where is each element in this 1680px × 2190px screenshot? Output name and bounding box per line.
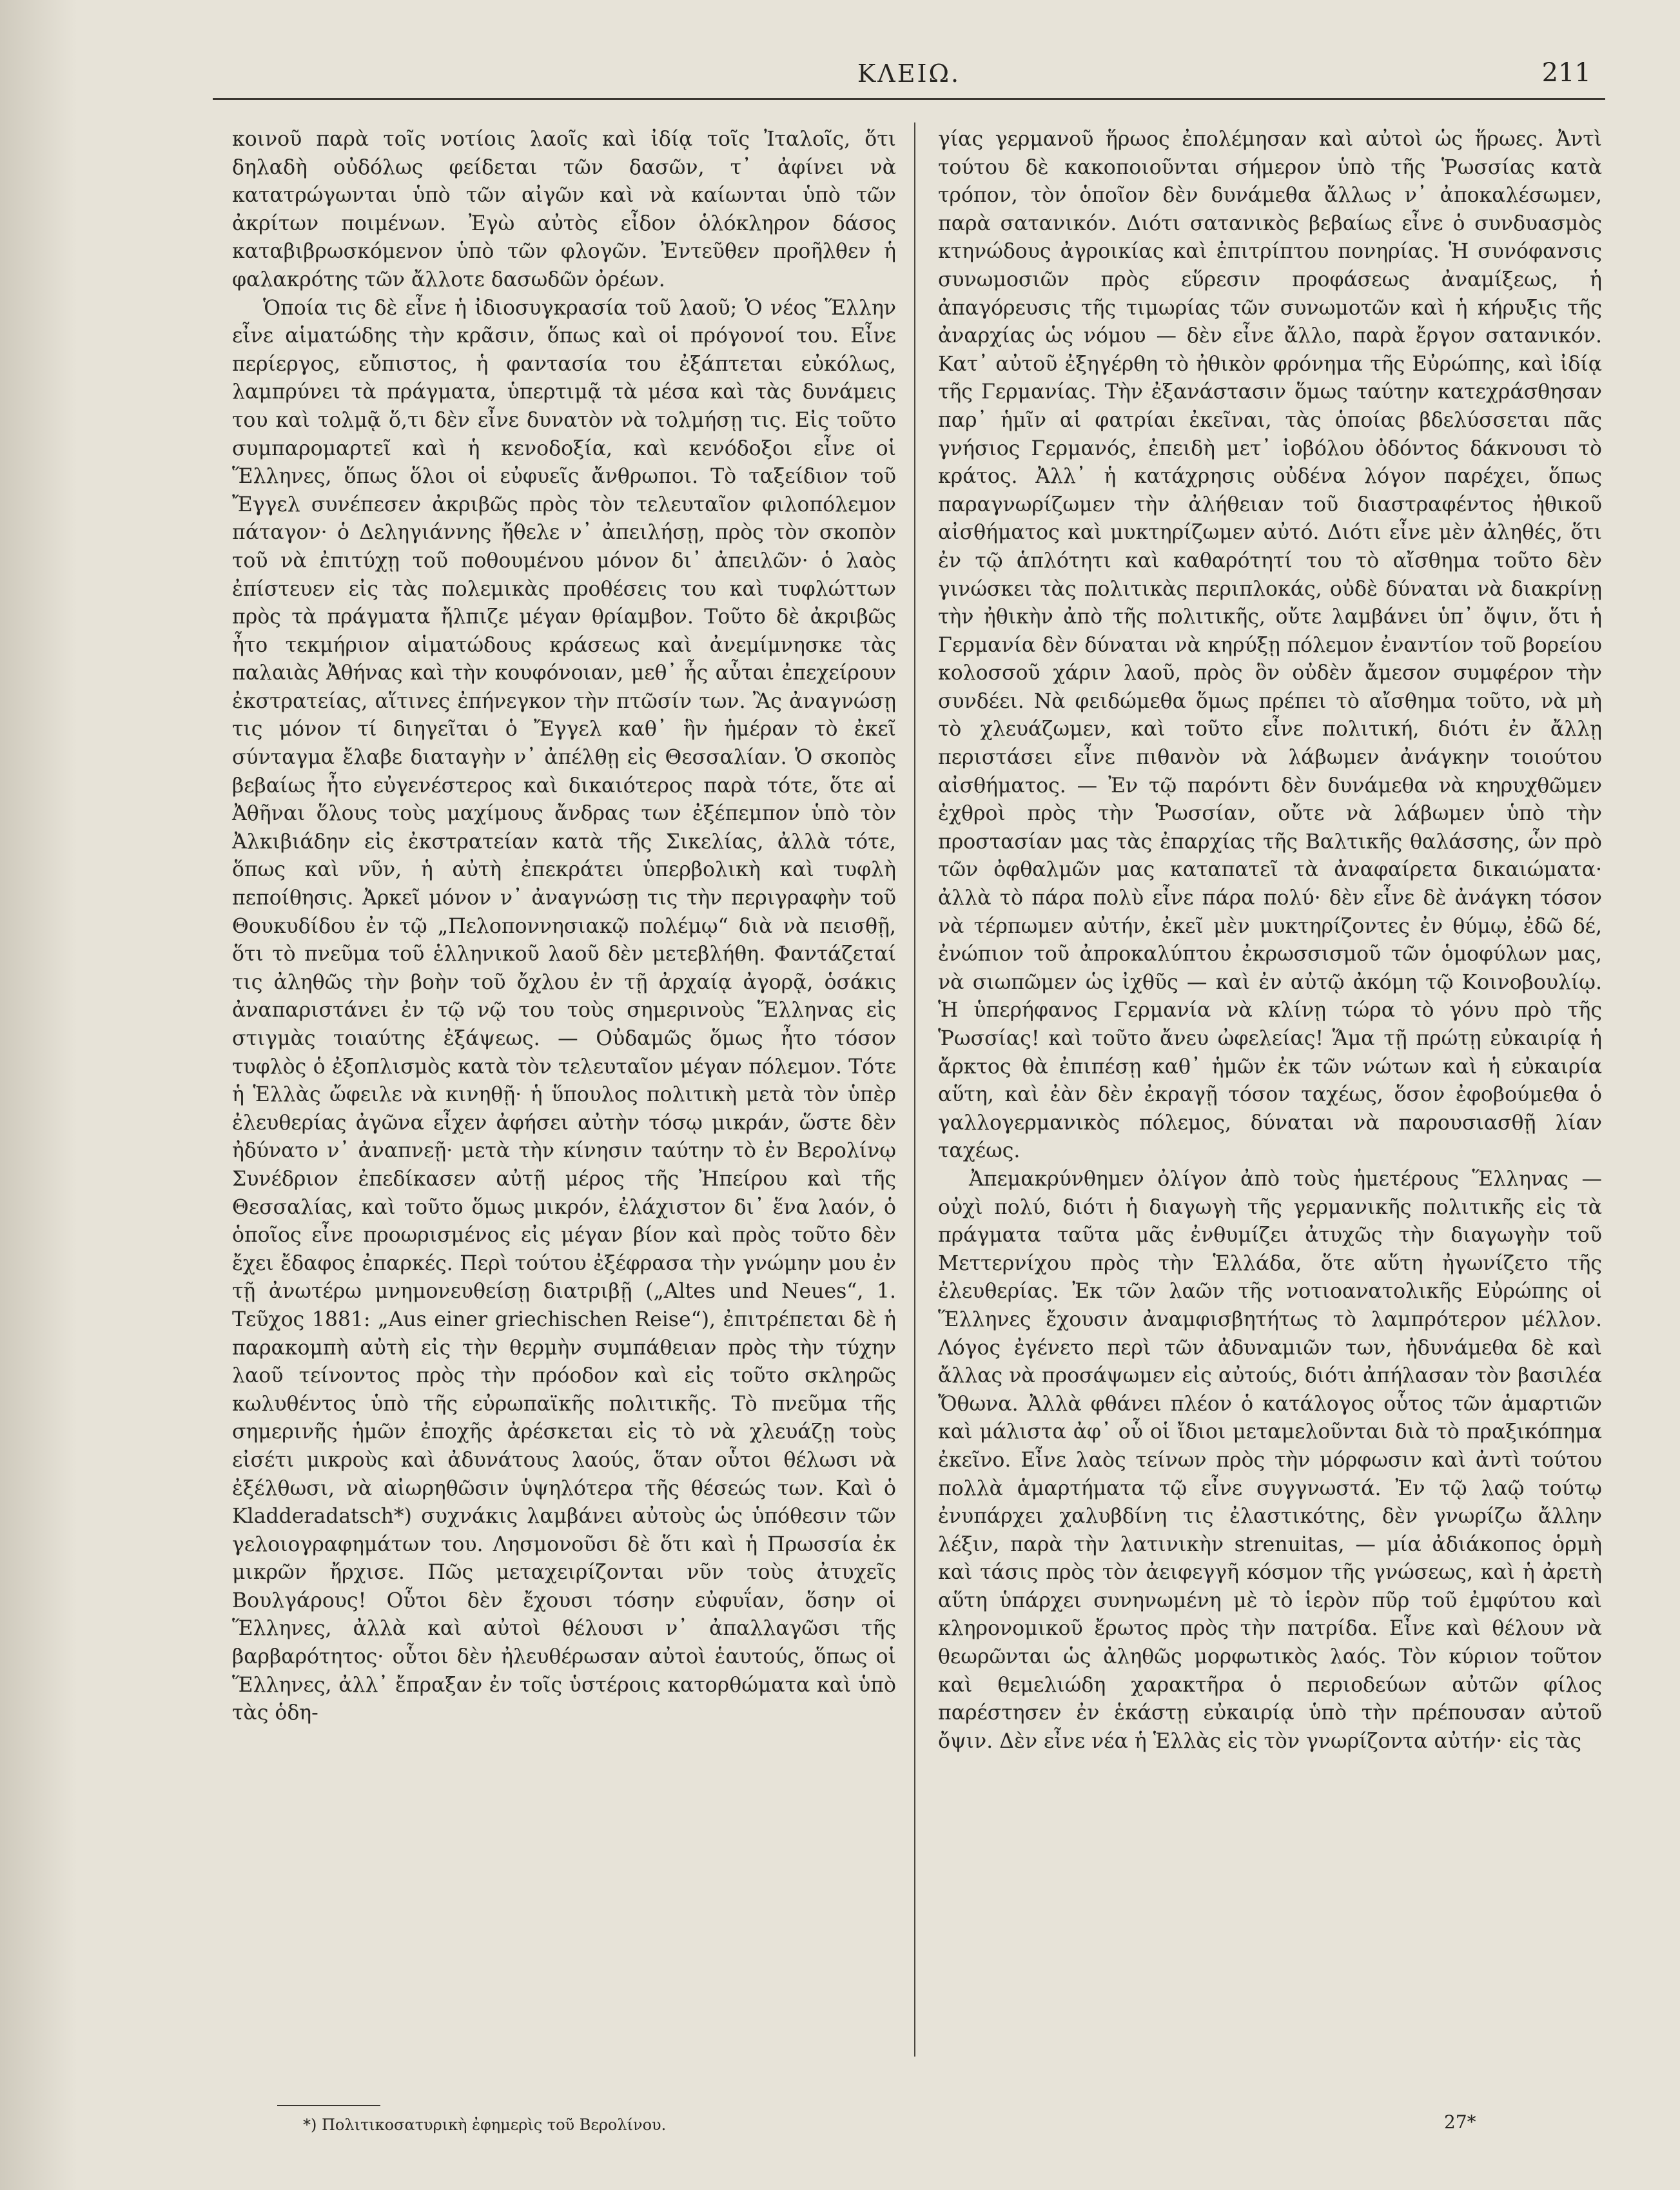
column-divider xyxy=(914,122,915,2057)
running-title: ΚΛΕΙΩ. xyxy=(857,59,961,88)
right-paragraph: Ἀπεμακρύνθημεν ὀλίγον ἀπὸ τοὺς ἡμετέρους Ἕλληνας — οὐχὶ πολύ, διότι ἡ διαγωγὴ τῆς γερμανικῆς πολιτικῆς εἰς τὰ πράγματα ταῦτα μᾶς ἐνθυμίζει ἀτυχῶς τὴν διαγωγὴν τοῦ Μεττερνίχου πρὸς τὴν Ἑλλάδα, ὅτε αὕτη ἠγωνίζετο τῆς ἐλευθερίας. Ἐκ τῶν λαῶν τῆς νοτιοανατολικῆς Εὐρώπης οἱ Ἕλληνες ἔχουσιν ἀναμφισβητήτως τὸ λαμπρότερον μέλλον. Λόγος ἐγένετο περὶ τῶν ἀδυναμιῶν των, ἠδυνάμεθα δὲ καὶ ἄλλας νὰ προσάψωμεν εἰς αὐτούς, διότι ἀπήλασαν τὸν βασιλέα Ὄθωνα. Ἀλλὰ φθάνει πλέον ὁ κατάλογος οὗτος τῶν ἁμαρτιῶν καὶ μάλιστα ἀφ᾿ οὗ οἱ ἴδιοι μεταμελοῦνται διὰ τὸ πραξικόπημα ἐκεῖνο. Εἶνε λαὸς τείνων πρὸς τὴν μόρφωσιν καὶ ἀντὶ τούτου πολλὰ ἁμαρτήματα τῷ εἶνε συγγνωστά. Ἐν τῷ λαῷ τούτῳ ἐνυπάρχει χαλυβδίνη τις ἐλαστικότης, δὲν γνωρίζω ἄλλην λέξιν, παρὰ τὴν λατινικὴν strenuitas, — μία ἀδιάκοπος ὁρμὴ καὶ τάσις πρὸς τὸν ἀειφεγγῆ κόσμον τῆς γνώσεως, καὶ ἡ ἀρετὴ αὕτη ὑπάρχει συνηνωμένη μὲ τὸ ἱερὸν πῦρ τοῦ ἐμφύτου καὶ κληρονομικοῦ ἔρωτος πρὸς τὴν πατρίδα. Εἶνε καὶ θέλουν νὰ θεωρῶνται ὡς ἀληθῶς μορφωτικὸς λαός. Τὸν κύριον τοῦτον καὶ θεμελιώδη χαρακτῆρα ὁ περιοδεύων αὐτῶν φίλος παρέστησεν ἐν ἑκάστῃ εὐκαιρίᾳ ὑπὸ τὴν πρέπουσαν αὐτοῦ ὄψιν. Δὲν εἶνε νέα ἡ Ἑλλὰς εἰς τὸν γνωρίζοντα αὐτήν· εἰς τὰς xyxy=(938,1167,1602,1753)
left-column xyxy=(232,126,896,1728)
page-edge-shadow xyxy=(0,0,77,2190)
page-number: 211 xyxy=(1541,58,1591,88)
footnote: *) Πολιτικοσατυρικὴ ἐφημερὶς τοῦ Βερολίνου. xyxy=(303,2116,667,2134)
right-column xyxy=(938,126,1602,1755)
header-rule xyxy=(213,98,1605,100)
footnote-rule xyxy=(277,2105,380,2106)
signature-mark: 27* xyxy=(1444,2111,1476,2133)
right-paragraph: γίας γερμανοῦ ἥρωος ἐπολέμησαν καὶ αὐτοὶ ὡς ἥρωες. Ἀντὶ τούτου δὲ κακοποιοῦνται σήμερον ὑπὸ τῆς Ῥωσσίας κατὰ τρόπον, τὸν ὁποῖον δὲν δυνάμεθα ἄλλως ν᾿ ἀποκαλέσωμεν, παρὰ σατανικόν. Διότι σατανικὸς βεβαίως εἶνε ὁ συνδυασμὸς κτηνώδους ἀγροικίας καὶ ἐπιτρίπτου πονηρίας. Ἡ συνόφανσις συνωμοσιῶν πρὸς εὕρεσιν προφάσεως ἀναμίξεως, ἡ ἀπαγόρευσις τῆς τιμωρίας τῶν συνωμοτῶν καὶ ἡ κήρυξις τῆς ἀναρχίας ὡς νόμου — δὲν εἶνε ἄλλο, παρὰ ἔργον σατανικόν. Κατ᾿ αὐτοῦ ἐξηγέρθη τὸ ἠθικὸν φρόνημα τῆς Εὐρώπης, καὶ ἰδίᾳ τῆς Γερμανίας. Τὴν ἐξανάστασιν ὅμως ταύτην κατεχράσθησαν παρ᾿ ἡμῖν αἱ φατρίαι ἐκεῖναι, τὰς ὁποίας βδελύσσεται πᾶς γνήσιος Γερμανός, ἐπειδὴ μετ᾿ ἰοβόλου ὀδόντος δάκνουσι τὸ κράτος. Ἀλλ᾿ ἡ κατάχρησις οὐδένα λόγον παρέχει, ὅπως παραγνωρίζωμεν τὴν ἀλήθειαν τοῦ διαστραφέντος ἠθικοῦ αἰσθήματος καὶ μυκτηρίζωμεν αὐτό. Διότι εἶνε μὲν ἀληθές, ὅτι ἐν τῷ ἁπλότητι καὶ καθαρότητί του τὸ αἴσθημα τοῦτο δὲν γινώσκει τὰς πολιτικὰς περιπλοκάς, οὐδὲ δύναται νὰ διακρίνῃ τὴν ἠθικὴν ἀπὸ τῆς πολιτικῆς, οὔτε λαμβάνει ὑπ᾿ ὄψιν, ὅτι ἡ Γερμανία δὲν δύναται νὰ κηρύξῃ πόλεμον ἐναντίον τοῦ βορείου κολοσσοῦ χάριν λαοῦ, πρὸς ὃν οὐδὲν ἄμεσον συμφέρον τὴν συνδέει. Νὰ φειδώμεθα ὅμως πρέπει τὸ αἴσθημα τοῦτο, νὰ μὴ τὸ χλευάζωμεν, καὶ τοῦτο εἶνε πολιτική, διότι ἐν ἄλλῃ περιστάσει εἶνε πιθανὸν νὰ λάβωμεν ἀνάγκην τοιούτου αἰσθήματος. — Ἐν τῷ παρόντι δὲν δυνάμεθα νὰ κηρυχθῶμεν ἐχθροὶ πρὸς τὴν Ῥωσσίαν, οὔτε νὰ λάβωμεν ὑπὸ τὴν προστασίαν μας τὰς ἐπαρχίας τῆς Βαλτικῆς θαλάσσης, ὧν πρὸ τῶν ὀφθαλμῶν μας καταπατεῖ τὰ ἀναφαίρετα δικαιώματα· ἀλλὰ τὸ πάρα πολὺ εἶνε πάρα πολύ· δὲν εἶνε δὲ ἀνάγκη τόσον νὰ τέρπωμεν αὐτήν, ἐκεῖ μὲν μυκτηρίζοντες ἐν θύμῳ, ἐδῶ δέ, ἐνώπιον τοῦ ἀπροκαλύπτου ἐκρωσσισμοῦ τῶν ὁμοφύλων μας, νὰ σιωπῶμεν ὡς ἰχθῦς — καὶ ἐν αὐτῷ ἀκόμη τῷ Κοινοβουλίῳ. Ἡ ὑπερήφανος Γερμανία νὰ κλίνῃ τώρα τὸ γόνυ πρὸ τῆς Ῥωσσίας! καὶ τοῦτο ἄνευ ὠφελείας! Ἅμα τῇ πρώτῃ εὐκαιρίᾳ ἡ ἄρκτος θὰ ἐπιπέσῃ καθ᾿ ἡμῶν ἐκ τῶν νώτων καὶ ἡ εὐκαιρία αὕτη, καὶ ἐὰν δὲν ἐκραγῇ τόσον ταχέως, ὅσον ἐφοβούμεθα ὁ γαλλογερμανικὸς πόλεμος, δύναται νὰ παρουσιασθῇ λίαν ταχέως. xyxy=(938,128,1602,1163)
left-paragraph: Ὁποία τις δὲ εἶνε ἡ ἰδιοσυγκρασία τοῦ λαοῦ; Ὁ νέος Ἕλλην εἶνε αἱματώδης τὴν κρᾶσιν, ὅπως καὶ οἱ πρόγονοί του. Εἶνε περίεργος, εὔπιστος, ἡ φαντασία του ἐξάπτεται εὐκόλως, λαμπρύνει τὰ πράγματα, ὑπερτιμᾷ τὰ μέσα καὶ τὰς δυνάμεις του καὶ τολμᾷ ὅ,τι δὲν εἶνε δυνατὸν νὰ τολμήσῃ τις. Εἰς τοῦτο συμπαρομαρτεῖ καὶ ἡ κενοδοξία, καὶ κενόδοξοι εἶνε οἱ Ἕλληνες, ὅπως ὅλοι οἱ εὐφυεῖς ἄνθρωποι. Τὸ ταξείδιον τοῦ Ἔγγελ συνέπεσεν ἀκριβῶς πρὸς τὸν τελευταῖον φιλοπόλεμον πάταγον· ὁ Δεληγιάννης ἤθελε ν᾿ ἀπειλήσῃ, πρὸς τὸν σκοπὸν τοῦ νὰ ἐπιτύχῃ τοῦ ποθουμένου μόνον δι᾿ ἀπειλῶν· ὁ λαὸς ἐπίστευεν εἰς τὰς πολεμικὰς προθέσεις του καὶ τυφλώττων πρὸς τὰ πράγματα ἤλπιζε μέγαν θρίαμβον. Τοῦτο δὲ ἀκριβῶς ἦτο τεκμήριον αἱματώδους κράσεως καὶ ἀνεμίμνησκε τὰς παλαιὰς Ἀθήνας καὶ τὴν κουφόνοιαν, μεθ᾿ ἧς αὗται ἐπεχείρουν ἐκστρατείας, αἵτινες ἐπήνεγκον τὴν πτῶσίν των. Ἂς ἀναγνώσῃ τις μόνον τί διηγεῖται ὁ Ἔγγελ καθ᾿ ἣν ἡμέραν τὸ ἐκεῖ σύνταγμα ἔλαβε διαταγὴν ν᾿ ἀπέλθῃ εἰς Θεσσαλίαν. Ὁ σκοπὸς βεβαίως ἦτο εὐγενέστερος καὶ δικαιότερος παρὰ τότε, ὅτε αἱ Ἀθῆναι ὅλους τοὺς μαχίμους ἄνδρας των ἐξέπεμπον ὑπὸ τὸν Ἀλκιβιάδην εἰς ἐκστρατείαν κατὰ τῆς Σικελίας, ἀλλὰ τότε, ὅπως καὶ νῦν, ἡ αὐτὴ ἐπεκράτει ὑπερβολικὴ καὶ τυφλὴ πεποίθησις. Ἀρκεῖ μόνον ν᾿ ἀναγνώσῃ τις τὴν περιγραφὴν τοῦ Θουκυδίδου ἐν τῷ „Πελοποννησιακῷ πολέμῳ“ διὰ νὰ πεισθῇ, ὅτι τὸ πνεῦμα τοῦ ἑλληνικοῦ λαοῦ δὲν μετεβλήθη. Φαντάζεταί τις ἀληθῶς τὴν βοὴν τοῦ ὄχλου ἐν τῇ ἀρχαίᾳ ἀγορᾷ, ὁσάκις ἀναπαριστάνει ἐν τῷ νῷ του τοὺς σημερινοὺς Ἕλληνας εἰς στιγμὰς τοιαύτης ἐξάψεως. — Οὐδαμῶς ὅμως ἦτο τόσον τυφλὸς ὁ ἐξοπλισμὸς κατὰ τὸν τελευταῖον μέγαν πόλεμον. Τότε ἡ Ἑλλὰς ὤφειλε νὰ κινηθῇ· ἡ ὕπουλος πολιτικὴ μετὰ τὸν ὑπὲρ ἐλευθερίας ἀγῶνα εἶχεν ἀφήσει αὐτὴν τόσῳ μικράν, ὥστε δὲν ἠδύνατο ν᾿ ἀναπνεῇ· μετὰ τὴν κίνησιν ταύτην τὸ ἐν Βερολίνῳ Συνέδριον ἐπεδίκασεν αὐτῇ μέρος τῆς Ἠπείρου καὶ τῆς Θεσσαλίας, καὶ τοῦτο ὅμως μικρόν, ἐλάχιστον δι᾿ ἕνα λαόν, ὁ ὁποῖος εἶνε προωρισμένος εἰς μέγαν βίον καὶ πρὸς τοῦτο δὲν ἔχει ἔδαφος ἐπαρκές. Περὶ τούτου ἐξέφρασα τὴν γνώμην μου ἐν τῇ ἀνωτέρω μνημονευθείσῃ διατριβῇ („Altes und Neues“, 1. Τεῦχος 1881: „Aus einer griechischen Reise“), ἐπιτρέπεται δὲ ἡ παρακομπὴ αὐτὴ εἰς τὴν θερμὴν συμπάθειαν πρὸς τὴν τύχην λαοῦ τείνοντος πρὸς τὴν πρόοδον καὶ εἰς τοῦτο σκληρῶς κωλυθέντος ὑπὸ τῆς εὐρωπαϊκῆς πολιτικῆς. Τὸ πνεῦμα τῆς σημερινῆς ἡμῶν ἐποχῆς ἀρέσκεται εἰς τὸ νὰ χλευάζῃ τοὺς εἰσέτι μικροὺς καὶ ἀδυνάτους λαούς, ὅταν οὗτοι θέλωσι νὰ ἐξέλθωσι, νὰ αἰωρηθῶσιν ὑψηλότερα τῆς θέσεώς των. Καὶ ὁ Kladderadatsch*) συχνάκις λαμβάνει αὐτοὺς ὡς ὑπόθεσιν τῶν γελοιογραφημάτων του. Λησμονοῦσι δὲ ὅτι καὶ ἡ Πρωσσία ἐκ μικρῶν ἤρχισε. Πῶς μεταχειρίζονται νῦν τοὺς ἀτυχεῖς Βουλγάρους! Οὗτοι δὲν ἔχουσι τόσην εὐφυΐαν, ὅσην οἱ Ἕλληνες, ἀλλὰ καὶ αὐτοὶ θέλουσι ν᾿ ἀπαλλαγῶσι τῆς βαρβαρότητος· οὗτοι δὲν ἠλευθέρωσαν αὐτοὶ ἑαυτούς, ὅπως οἱ Ἕλληνες, ἀλλ᾿ ἔπραξαν ἐν τοῖς ὑστέροις κατορθώματα καὶ ὑπὸ τὰς ὁδη- xyxy=(232,296,896,1725)
left-paragraph: κοινοῦ παρὰ τοῖς νοτίοις λαοῖς καὶ ἰδίᾳ τοῖς Ἰταλοῖς, ὅτι δηλαδὴ οὐδόλως φείδεται τῶν δασῶν, τ᾿ ἀφίνει νὰ κατατρώγωνται ὑπὸ τῶν αἰγῶν καὶ νὰ καίωνται ὑπὸ τῶν ἀκρίτων ποιμένων. Ἐγὼ αὐτὸς εἶδον ὁλόκληρον δάσος καταβιβρωσκόμενον ὑπὸ τῶν φλογῶν. Ἐντεῦθεν προῆλθεν ἡ φαλακρότης τῶν ἄλλοτε δασωδῶν ὀρέων. xyxy=(232,128,896,291)
